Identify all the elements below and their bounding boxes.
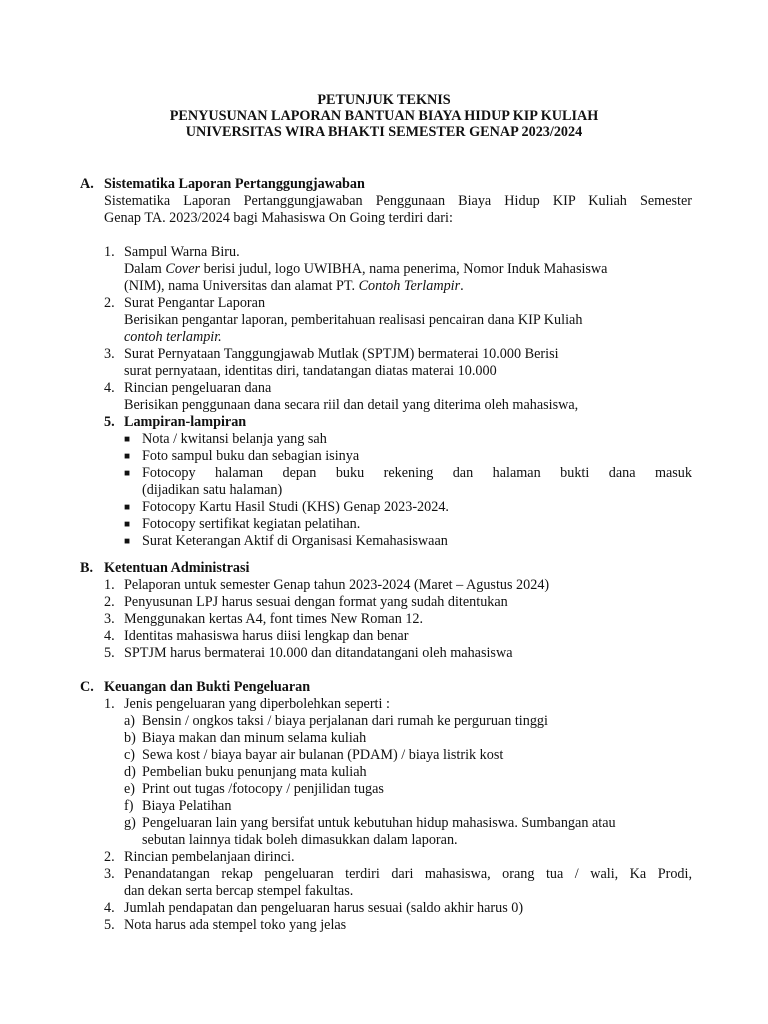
list-item-title: Surat Pengantar Laporan: [124, 295, 266, 311]
list-number: 1.: [104, 244, 115, 260]
sub-item-line: Pengeluaran lain yang bersifat untuk kebutuhan hidup mahasiswa. Sumbangan atau: [142, 815, 616, 831]
section-a-intro: [104, 193, 692, 227]
list-number: 4.: [104, 900, 115, 916]
list-item: [104, 380, 692, 414]
list-number: 2.: [104, 849, 115, 865]
section-a-intro-line-1: Sistematika Laporan Pertanggungjawaban Penggunaan Biaya Hidup KIP Kuliah Semester: [104, 193, 692, 209]
sub-item: [124, 713, 692, 730]
list-item-desc: surat pernyataan, identitas diri, tandatangan diatas materai 10.000: [124, 363, 497, 379]
list-number: 5.: [104, 917, 115, 933]
bullet-square-icon: ■: [124, 519, 131, 530]
list-item-text: [124, 866, 692, 900]
section-a-letter: A.: [80, 176, 94, 192]
bullet-item: [124, 516, 692, 533]
sub-item-line: sebutan lainnya tidak boleh dimasukkan dalam laporan.: [142, 832, 458, 848]
bullet-continuation: [124, 482, 692, 499]
list-item: [104, 696, 692, 713]
doc-title-line-1: PETUNJUK TEKNIS: [317, 92, 451, 108]
section-c-letter: C.: [80, 679, 94, 695]
bullet-item: [124, 448, 692, 465]
list-item: [104, 866, 692, 900]
list-item: [104, 628, 692, 645]
list-item-desc: Berisikan pengantar laporan, pemberitahuan realisasi pencairan dana KIP Kuliah: [124, 312, 583, 328]
bullet-text: Fotocopy sertifikat kegiatan pelatihan.: [142, 516, 361, 532]
sub-item-key: b): [124, 730, 136, 746]
desc-text: .: [460, 278, 464, 294]
list-item-text: Jumlah pendapatan dan pengeluaran harus sesuai (saldo akhir harus 0): [124, 900, 524, 916]
sub-item: [124, 747, 692, 764]
sub-item-text: Biaya makan dan minum selama kuliah: [142, 730, 367, 746]
section-b-heading: [80, 560, 692, 577]
list-number: 3.: [104, 866, 115, 882]
section-b-letter: B.: [80, 560, 94, 576]
list-item: [104, 849, 692, 866]
list-item-desc: Berisikan penggunaan dana secara riil dan detail yang diterima oleh mahasiswa,: [124, 397, 579, 413]
list-number: 1.: [104, 696, 115, 712]
sub-item: [124, 815, 692, 849]
bullet-square-icon: ■: [124, 502, 131, 513]
list-item-line: Penandatangan rekap pengeluaran terdiri dari mahasiswa, orang tua / wali, Ka Prodi,: [124, 866, 692, 882]
list-item-desc: [124, 261, 692, 278]
list-item-title: Lampiran-lampiran: [124, 414, 247, 430]
list-item: [104, 900, 692, 917]
bullet-square-icon: ■: [124, 434, 131, 445]
bullet-item: [124, 431, 692, 448]
desc-text: berisi judul, logo UWIBHA, nama penerima, Nomor Induk Mahasiswa: [200, 261, 608, 277]
list-number: 3.: [104, 611, 115, 627]
sub-item: [124, 764, 692, 781]
bullet-text: Nota / kwitansi belanja yang sah: [142, 431, 327, 447]
bullet-text: Fotocopy Kartu Hasil Studi (KHS) Genap 2023-2024.: [142, 499, 449, 515]
list-item-text: SPTJM harus bermaterai 10.000 dan ditandatangani oleh mahasiswa: [124, 645, 513, 661]
sub-item-key: f): [124, 798, 134, 814]
sub-item-key: a): [124, 713, 136, 729]
list-item-title: Sampul Warna Biru.: [124, 244, 240, 260]
desc-text: (NIM), nama Universitas dan alamat PT.: [124, 278, 359, 294]
list-item: [104, 594, 692, 611]
desc-text: Dalam: [124, 261, 166, 277]
list-item: [104, 414, 692, 431]
section-b-list: [104, 577, 692, 662]
list-item-text: Jenis pengeluaran yang diperbolehkan seperti :: [124, 696, 390, 712]
section-b: [80, 560, 692, 662]
list-number: 5.: [104, 414, 115, 430]
list-item-text: Identitas mahasiswa harus diisi lengkap dan benar: [124, 628, 409, 644]
list-item-text: Menggunakan kertas A4, font times New Roman 12.: [124, 611, 424, 627]
list-item: [104, 917, 692, 934]
list-item-line: dan dekan serta bercap stempel fakultas.: [124, 883, 354, 899]
list-item-title: Surat Pernyataan Tanggungjawab Mutlak (SPTJM) bermaterai 10.000 Berisi: [124, 346, 559, 362]
sub-item-text: Biaya Pelatihan: [142, 798, 232, 814]
list-number: 2.: [104, 594, 115, 610]
list-item-desc: contoh terlampir.: [124, 329, 222, 345]
bullet-text: Foto sampul buku dan sebagian isinya: [142, 448, 360, 464]
bullet-item: [124, 499, 692, 516]
sub-item-key: e): [124, 781, 136, 797]
sub-item: [124, 730, 692, 747]
sub-item-text: Pembelian buku penunjang mata kuliah: [142, 764, 367, 780]
list-number: 2.: [104, 295, 115, 311]
desc-italic: Contoh Terlampir: [358, 278, 461, 294]
list-item: [104, 295, 692, 346]
list-item-desc: [124, 278, 692, 295]
list-item-text: Nota harus ada stempel toko yang jelas: [124, 917, 347, 933]
doc-title-line-3: UNIVERSITAS WIRA BHAKTI SEMESTER GENAP 2023/2024: [185, 124, 583, 140]
sub-item: [124, 798, 692, 815]
list-item-text: Penyusunan LPJ harus sesuai dengan format yang sudah ditentukan: [124, 594, 508, 610]
section-c-heading: [80, 679, 692, 696]
bullet-text: Surat Keterangan Aktif di Organisasi Kemahasiswaan: [142, 533, 448, 549]
section-a-heading: [80, 176, 692, 193]
bullet-item: [124, 465, 692, 482]
section-a: [80, 176, 692, 550]
list-number: 5.: [104, 645, 115, 661]
sub-item: [124, 781, 692, 798]
bullet-text: (dijadikan satu halaman): [142, 482, 283, 498]
list-item-text: Rincian pembelanjaan dirinci.: [124, 849, 295, 865]
list-number: 4.: [104, 380, 115, 396]
section-a-title: Sistematika Laporan Pertanggungjawaban: [104, 176, 365, 192]
list-number: 1.: [104, 577, 115, 593]
section-c: [80, 679, 692, 934]
list-number: 4.: [104, 628, 115, 644]
section-a-intro-line-2: Genap TA. 2023/2024 bagi Mahasiswa On Going terdiri dari:: [104, 210, 453, 226]
bullet-square-icon: ■: [124, 468, 131, 479]
sub-item-text: [142, 815, 692, 849]
bullet-text: Fotocopy halaman depan buku rekening dan halaman bukti dana masuk: [142, 465, 692, 481]
sub-item-text: Sewa kost / biaya bayar air bulanan (PDAM) / biaya listrik kost: [142, 747, 504, 763]
doc-title-line-2: PENYUSUNAN LAPORAN BANTUAN BIAYA HIDUP KIP KULIAH: [169, 108, 599, 124]
list-item: [104, 611, 692, 628]
section-b-title: Ketentuan Administrasi: [104, 560, 250, 576]
sub-item-text: Bensin / ongkos taksi / biaya perjalanan dari rumah ke perguruan tinggi: [142, 713, 548, 729]
list-item: [104, 346, 692, 380]
bullet-square-icon: ■: [124, 536, 131, 547]
list-number: 3.: [104, 346, 115, 362]
sub-item-key: d): [124, 764, 136, 780]
section-c-title: Keuangan dan Bukti Pengeluaran: [104, 679, 311, 695]
sub-item-text: Print out tugas /fotocopy / penjilidan tugas: [142, 781, 384, 797]
list-item: [104, 244, 692, 295]
list-item: [104, 577, 692, 594]
bullet-item: [124, 533, 692, 550]
desc-italic: Cover: [165, 261, 201, 277]
sub-item-key: c): [124, 747, 136, 763]
section-a-list: [104, 244, 692, 550]
list-item-text: Pelaporan untuk semester Genap tahun 2023-2024 (Maret – Agustus 2024): [124, 577, 550, 593]
bullet-square-icon: ■: [124, 451, 131, 462]
section-c-list: [104, 696, 692, 934]
list-item-title: Rincian pengeluaran dana: [124, 380, 272, 396]
list-item: [104, 645, 692, 662]
sub-item-key: g): [124, 815, 136, 831]
